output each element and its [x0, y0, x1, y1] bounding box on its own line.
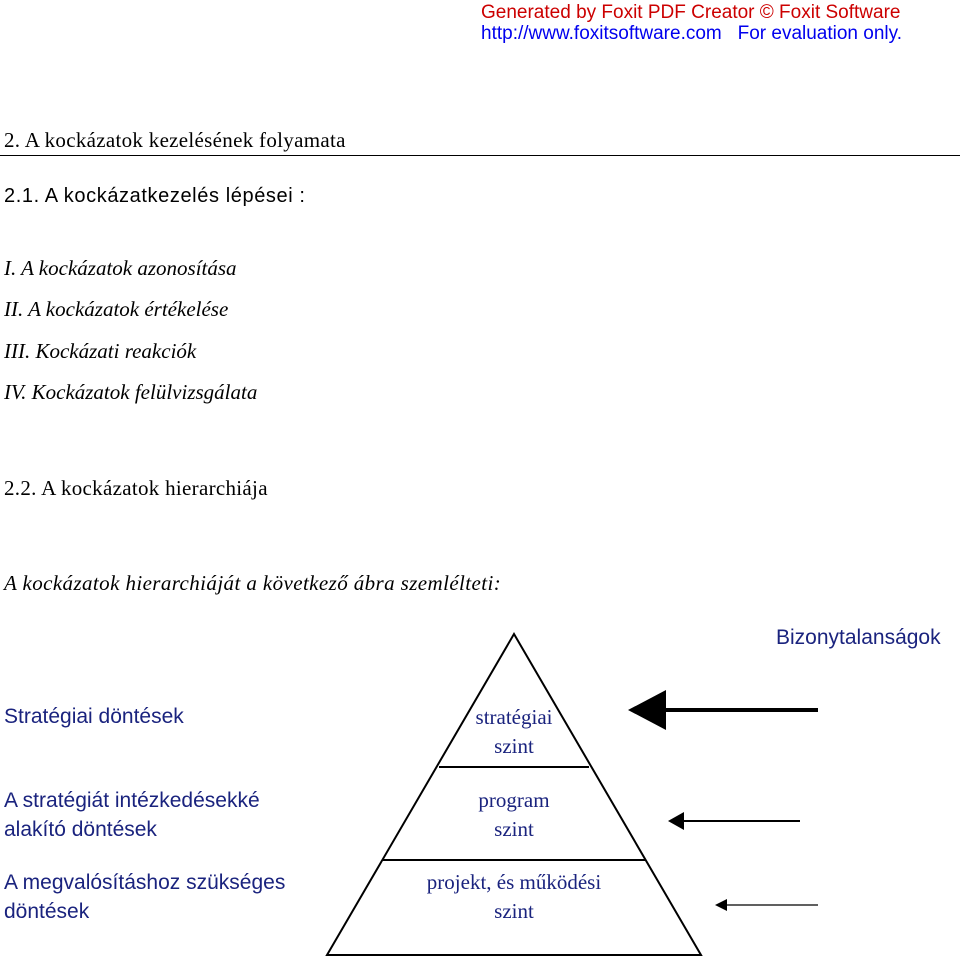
watermark-line1: Generated by Foxit PDF Creator © Foxit Software — [481, 2, 901, 23]
level-label-program-line2: szint — [494, 817, 534, 841]
level-label-strategic-line1: stratégiai — [475, 705, 553, 729]
decision-label-program-line2: alakító döntések — [4, 818, 157, 841]
level-label-program-line1: program — [478, 788, 550, 812]
watermark-url[interactable]: http://www.foxitsoftware.com — [481, 23, 722, 44]
decision-label-strategic-line1: Stratégiai döntések — [4, 705, 184, 728]
uncertainty-label: Bizonytalanságok — [776, 626, 941, 649]
arrow-large-icon — [628, 690, 818, 730]
level-label-project-line1: projekt, és működési — [426, 870, 602, 894]
step-item-4: IV. Kockázatok felülvizsgálata — [4, 380, 258, 404]
intro-text: A kockázatok hierarchiáját a következő ábra szemlélteti: — [4, 571, 502, 595]
level-label-project-line2: szint — [494, 899, 534, 923]
level-label-strategic — [414, 703, 614, 761]
decision-label-project-line1: A megvalósításhoz szükséges — [4, 871, 286, 894]
subsection2-heading: 2.2. A kockázatok hierarchiája — [4, 476, 268, 500]
arrow-small-icon — [715, 899, 818, 911]
watermark-eval: For evaluation only. — [737, 23, 902, 44]
level-label-strategic-line2: szint — [494, 734, 534, 758]
arrow-medium-icon — [668, 812, 800, 830]
decision-label-project-line2: döntések — [4, 900, 90, 923]
step-item-3: III. Kockázati reakciók — [4, 339, 197, 363]
subsection-heading: 2.1. A kockázatkezelés lépései : — [4, 185, 306, 207]
level-label-program — [414, 786, 614, 844]
decision-label-program — [4, 786, 260, 844]
decision-label-strategic — [4, 702, 184, 731]
section-heading: 2. A kockázatok kezelésének folyamata — [4, 128, 346, 152]
decision-label-project — [4, 868, 285, 926]
level-label-project — [384, 868, 644, 926]
decision-label-program-line1: A stratégiát intézkedésekké — [4, 789, 260, 812]
step-item-2: II. A kockázatok értékelése — [4, 297, 229, 321]
step-item-1: I. A kockázatok azonosítása — [4, 256, 237, 280]
